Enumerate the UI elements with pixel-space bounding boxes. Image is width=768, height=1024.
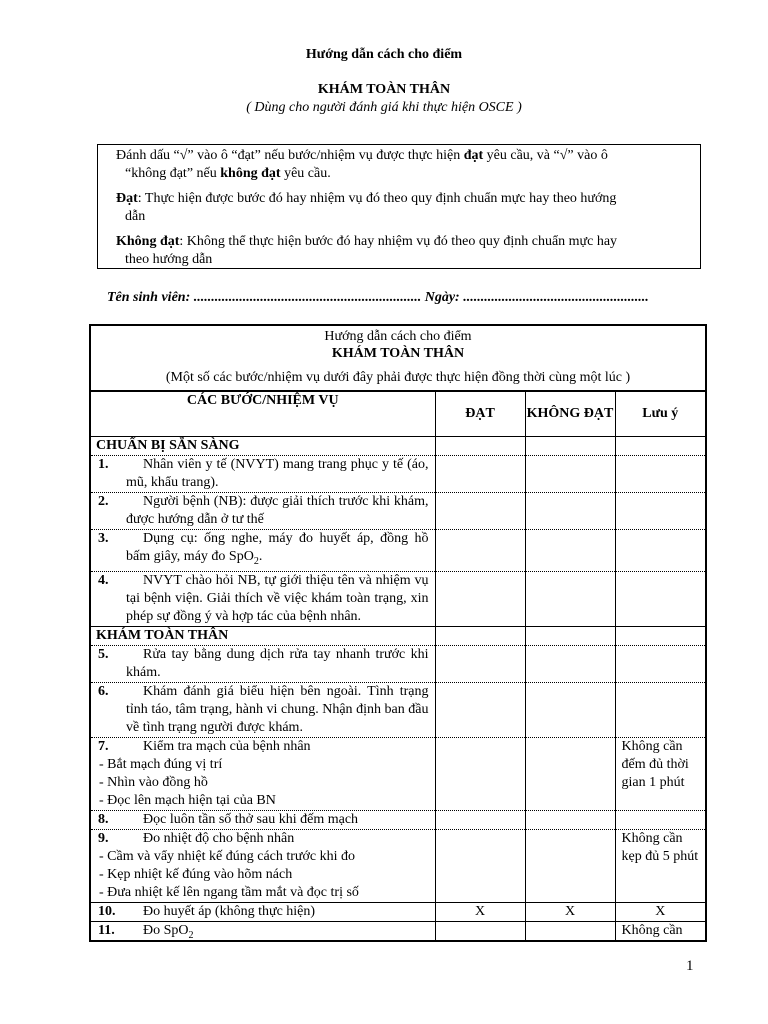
step-substep: - Nhìn vào đồng hồ [99, 774, 208, 790]
step-number: 8. [98, 811, 109, 827]
khongdat-cell[interactable] [525, 530, 615, 572]
instruction-dat-definition: Đạt: Thực hiện được bước đó hay nhiệm vụ đó theo quy định chuẩn mực hay theo hướng dẫn [116, 191, 617, 224]
dat-cell[interactable] [435, 682, 525, 737]
table-row [91, 645, 705, 682]
step-text: Đọc luôn tần số thở sau khi đếm mạch [143, 811, 359, 827]
step-number: 1. [98, 457, 109, 472]
table-row [91, 682, 705, 737]
step-substep: - Đọc lên mạch hiện tại của BN [99, 792, 276, 808]
step-text: Khám đánh giá biểu hiện bên ngoài. Tình trạng tỉnh táo, tâm trạng, hành vi chung. Nhận định ban đầu về tình trạng người được khám. [126, 683, 429, 735]
step-text: Rửa tay bằng dung dịch rửa tay nhanh trước khi khám. [126, 646, 429, 680]
step-cell [91, 810, 435, 829]
student-name-date-line: Tên sinh viên: ................................................................. Ngày: ..................................................... [107, 290, 649, 305]
step-cell [91, 571, 435, 626]
step-cell [91, 902, 435, 921]
dat-cell[interactable] [435, 737, 525, 810]
page-number: 1 [686, 958, 694, 974]
step-substep: - Cầm và vẩy nhiệt kế đúng cách trước khi đo [99, 848, 356, 864]
table-row [91, 902, 705, 921]
step-substep: - Đưa nhiệt kế lên ngang tầm mắt và đọc trị số [99, 884, 359, 900]
step-text: NVYT chào hỏi NB, tự giới thiệu tên và nhiệm vụ tại bệnh viện. Giải thích về việc khám toàn trạng, xin phép sự đồng ý và hợp tác của bệnh nhân. [126, 572, 429, 624]
form-header [91, 328, 705, 392]
step-number: 7. [98, 738, 109, 754]
dat-cell[interactable] [435, 645, 525, 682]
note-cell: Không cần kẹp đủ 5 phút [615, 829, 705, 902]
note-cell: Không cần [615, 921, 705, 942]
khongdat-cell[interactable] [525, 626, 615, 645]
step-cell [91, 530, 435, 572]
step-number: 6. [98, 683, 109, 699]
khongdat-cell[interactable] [525, 921, 615, 942]
step-text: Đo huyết áp (không thực hiện) [143, 903, 316, 919]
form-heading: Hướng dẫn cách cho điểm [324, 329, 472, 344]
dat-cell[interactable] [435, 493, 525, 530]
dat-cell[interactable] [435, 530, 525, 572]
khongdat-cell[interactable] [525, 493, 615, 530]
step-cell [91, 493, 435, 530]
dat-cell[interactable] [435, 810, 525, 829]
step-number: 9. [98, 830, 109, 846]
column-header-khongdat: KHÔNG ĐẠT [525, 392, 615, 437]
table-row [91, 456, 705, 493]
step-cell [91, 737, 435, 810]
column-header-steps: CÁC BƯỚC/NHIỆM VỤ [91, 392, 435, 437]
note-cell [615, 437, 705, 456]
dat-cell[interactable] [435, 571, 525, 626]
instruction-khongdat-definition: Không đạt: Không thể thực hiện bước đó hay nhiệm vụ đó theo quy định chuẩn mực hay theo hướng dẫn [116, 234, 618, 267]
khongdat-cell[interactable] [525, 437, 615, 456]
section-row [91, 437, 705, 456]
step-number: 10. [98, 903, 116, 919]
dat-cell[interactable] [435, 921, 525, 942]
section-label-prep: CHUẨN BỊ SẴN SÀNG [91, 437, 435, 456]
note-cell [615, 571, 705, 626]
khongdat-cell[interactable] [525, 456, 615, 493]
step-substep: - Bắt mạch đúng vị trí [99, 756, 223, 772]
note-cell [615, 493, 705, 530]
step-text: Đo SpO$_2$ [143, 922, 194, 941]
khongdat-cell[interactable] [525, 737, 615, 810]
section-row [91, 626, 705, 645]
step-text: Dụng cụ: ống nghe, máy đo huyết áp, đồng hồ bấm giây, máy đo SpO$_2$. [126, 531, 429, 567]
khongdat-cell[interactable] [525, 682, 615, 737]
form-note: (Một số các bước/nhiệm vụ dưới đây phải được thực hiện đồng thời cùng một lúc ) [165, 370, 631, 385]
column-header-dat: ĐẠT [435, 392, 525, 437]
khongdat-cell[interactable] [525, 571, 615, 626]
khongdat-cell[interactable]: X [525, 902, 615, 921]
form-title: KHÁM TOÀN THÂN [331, 346, 465, 361]
document-subtitle: ( Dùng cho người đánh giá khi thực hiện OSCE ) [246, 100, 522, 115]
document-title: KHÁM TOÀN THÂN [317, 82, 451, 97]
table-row [91, 571, 705, 626]
instruction-marking: Đánh dấu “√” vào ô “đạt” nếu bước/nhiệm vụ được thực hiện đạt yêu cầu, và “√” vào ô “không đạt” nếu không đạt yêu cầu. [116, 148, 608, 181]
step-cell [91, 682, 435, 737]
note-cell [615, 626, 705, 645]
step-cell [91, 456, 435, 493]
step-cell [91, 645, 435, 682]
section-label-exam: KHÁM TOÀN THÂN [91, 626, 435, 645]
dat-cell[interactable] [435, 437, 525, 456]
table-row [91, 810, 705, 829]
column-header-luuy: Lưu ý [615, 392, 705, 437]
note-cell: Không cần đếm đủ thời gian 1 phút [615, 737, 705, 810]
step-cell [91, 921, 435, 942]
dat-cell[interactable] [435, 829, 525, 902]
step-text: Kiểm tra mạch của bệnh nhân [143, 738, 311, 754]
khongdat-cell[interactable] [525, 829, 615, 902]
note-cell [615, 810, 705, 829]
step-substep: - Kẹp nhiệt kế đúng vào hõm nách [99, 866, 293, 882]
step-text: Nhân viên y tế (NVYT) mang trang phục y tế (áo, mũ, khẩu trang). [126, 457, 429, 490]
step-number: 4. [98, 572, 109, 588]
checklist-table [91, 392, 705, 942]
table-row [91, 493, 705, 530]
table-row [91, 829, 705, 902]
note-cell [615, 530, 705, 572]
note-cell [615, 456, 705, 493]
table-row [91, 737, 705, 810]
note-cell [615, 682, 705, 737]
step-number: 11. [98, 922, 115, 938]
assessment-form [89, 324, 707, 942]
note-cell [615, 645, 705, 682]
step-number: 3. [98, 531, 109, 546]
step-text: Người bệnh (NB): được giải thích trước khi khám, được hướng dẫn ở tư thế [126, 494, 429, 527]
step-cell [91, 829, 435, 902]
dat-cell[interactable]: X [435, 902, 525, 921]
document-heading: Hướng dẫn cách cho điểm [305, 47, 463, 62]
khongdat-cell[interactable] [525, 810, 615, 829]
step-text: Đo nhiệt độ cho bệnh nhân [143, 830, 295, 846]
table-row [91, 921, 705, 942]
table-header-row [91, 392, 705, 437]
note-cell: X [615, 902, 705, 921]
step-number: 5. [98, 646, 109, 662]
table-row [91, 530, 705, 572]
instructions-box [97, 144, 701, 269]
khongdat-cell[interactable] [525, 645, 615, 682]
dat-cell[interactable] [435, 456, 525, 493]
dat-cell[interactable] [435, 626, 525, 645]
step-number: 2. [98, 494, 109, 509]
